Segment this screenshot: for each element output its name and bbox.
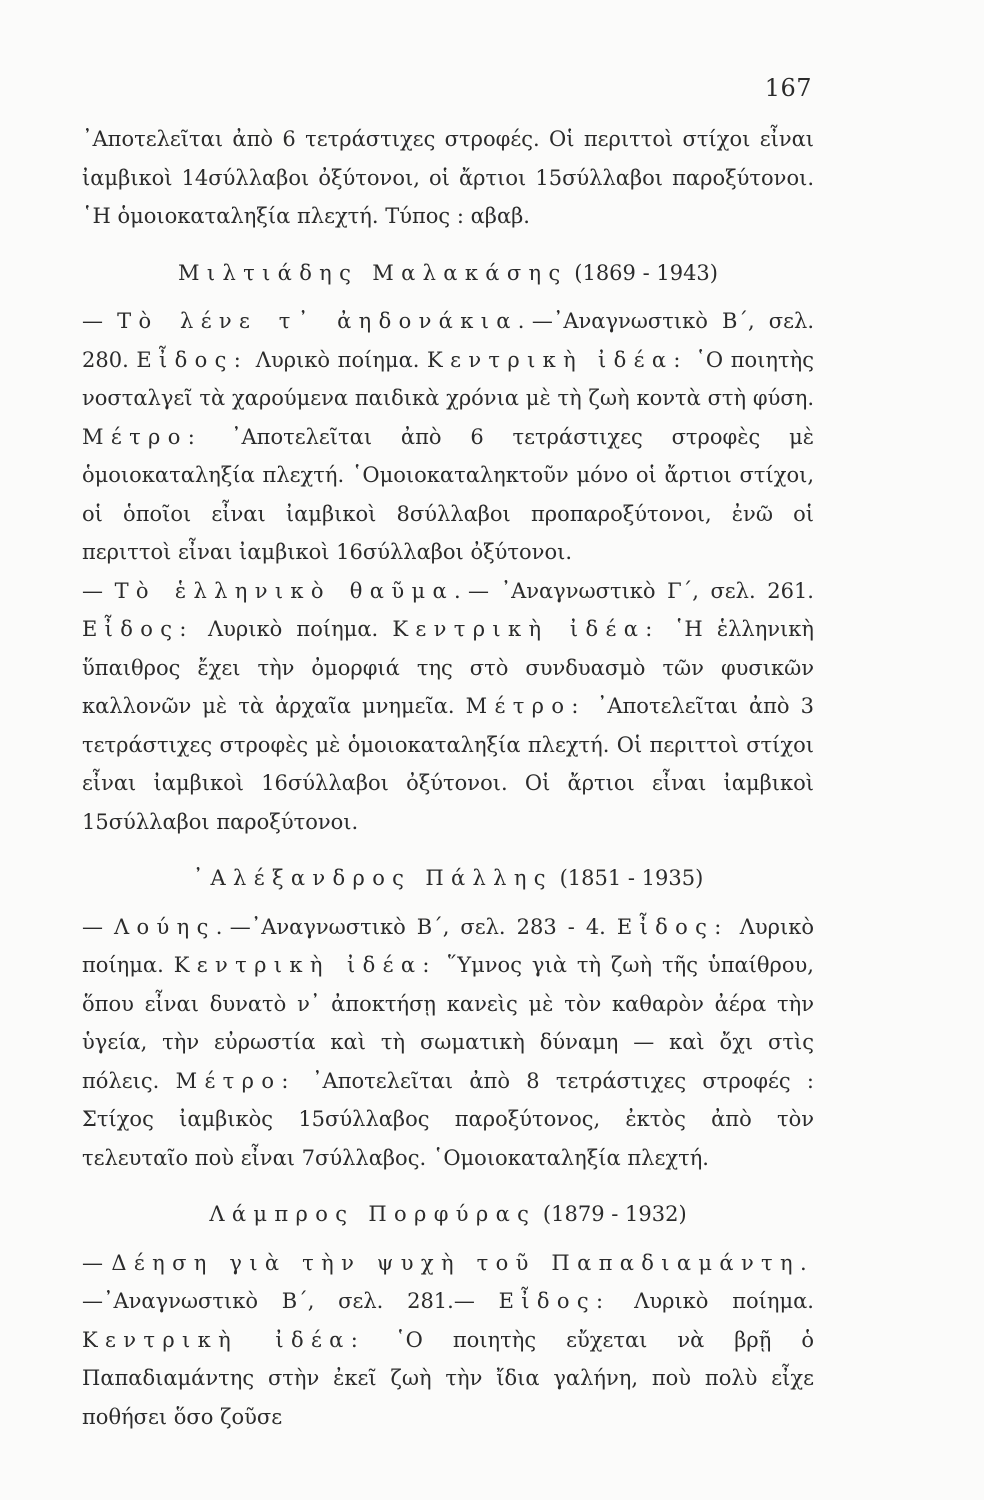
genre-label: Εἶδος: [82,617,194,641]
genre-label: Εἶδος: [136,347,249,372]
idea-text: ῞Υμνος γιὰ τὴ ζωὴ τῆς ὑπαίθρου, ὅπου εἶναι δυνατὸ ν᾿ ἀποκτήσῃ κανεὶς μὲ τὸν καθαρὸν ἀέρα τὴν ὑγεία, τὴν εὐρωστία καὶ τὴ σωματικὴ δύναμη — καὶ ὄχι στὶς πόλεις. [82,953,814,1093]
page-number: 167 [764,74,812,102]
author-years: (1869 - 1943) [574,260,718,285]
author-heading [82,859,814,898]
author-name: Λάμπρος Πορφύρας [209,1202,537,1226]
meter-text: ᾿Αποτελεῖται ἀπὸ 8 τετράστιχες στροφές : Στίχος ἰαμβικὸς 15σύλλαβος παροξύτονος, ἐκτὸς ἀπὸ τὸν τελευταῖο ποὺ εἶναι 7σύλλαβος. ῾Ομοιοκαταληξία πλεχτή. [82,1068,814,1170]
author-heading [82,1195,814,1234]
entry-dash: — [82,914,103,939]
entry-dash: — [82,309,103,333]
meter-text: ᾿Αποτελεῖται ἀπὸ 3 τετράστιχες στροφὲς μὲ ὁμοιοκαταληξία πλεχτή. Οἱ περιττοὶ στίχοι εἶναι ἰαμβικοὶ 16σύλλαβοι ὀξύτονοι. Οἱ ἄρτιοι εἶναι ἰαμβικοὶ 15σύλλαβοι παροξύτονοι. [82,694,814,834]
idea-text: ῾Ο ποιητὴς νοσταλγεῖ τὰ χαρούμενα παιδικὰ χρόνια μὲ τὴ ζωὴ κοντὰ στὴ φύση. [82,347,814,410]
page-body [82,120,814,1436]
poem-title: Λούης. [114,914,230,939]
poem-reference: —᾿Αναγνωστικὸ Β΄, σελ. 281.— [82,1289,475,1313]
genre-label: Εἶδος: [616,914,729,939]
poem-entry [82,1244,814,1437]
idea-text: ῾Η ἑλληνικὴ ὕπαιθρος ἔχει τὴν ὀμορφιά της στὸ συνδυασμὸ τῶν φυσικῶν καλλονῶν μὲ τὰ ἀρχαῖα μνημεῖα. [82,617,814,718]
poem-entry [82,302,814,572]
idea-label: Κεντρικὴ ἰδέα: [173,953,437,977]
genre-text: Λυρικὸ ποίημα. [255,347,420,372]
intro-paragraph: ᾿Αποτελεῖται ἀπὸ 6 τετράστιχες στροφές. Οἱ περιττοὶ στίχοι εἶναι ἰαμβικοὶ 14σύλλαβοι ὀξύτονοι, οἱ ἄρτιοι 15σύλλαβοι παροξύτονοι. ῾Η ὁμοιοκαταληξία πλεχτή. Τύπος : αβαβ. [82,127,814,228]
entry-dash: — [82,1250,103,1275]
poem-entry [82,908,814,1178]
meter-label: Μέτρο: [82,424,203,449]
poem-reference: —᾿Αναγνωστικὸ Β΄, σελ. 280. [82,309,814,372]
meter-text: ᾿Αποτελεῖται ἀπὸ 6 τετράστιχες στροφὲς μὲ ὁμοιοκαταληξία πλεχτή. ῾Ομοιοκαταληκτοῦν μόνο οἱ ἄρτιοι στίχοι, οἱ ὁποῖοι εἶναι ἰαμβικοὶ 8σύλλαβοι προπαροξύτονοι, ἐνῶ οἱ περιττοὶ εἶναι ἰαμβικοὶ 16σύλλαβοι ὀξύτονοι. [82,424,814,564]
author-heading [82,254,814,293]
poem-title: Δέηση γιὰ τὴν ψυχὴ τοῦ Παπαδιαμάντη. [111,1250,814,1275]
entry-dash: — [82,578,103,603]
idea-label: Κεντρικὴ ἰδέα: [392,617,660,641]
idea-label: Κεντρικὴ ἰδέα: [427,347,688,372]
author-name: ᾿Αλέξανδρος Πάλλης [192,866,553,890]
idea-label: Κεντρικὴ ἰδέα: [82,1327,366,1352]
meter-label: Μέτρο: [465,694,586,718]
genre-text: Λυρικὸ ποίημα. [634,1289,814,1313]
author-years: (1851 - 1935) [559,866,704,890]
poem-reference: —᾿Αναγνωστικὸ Β΄, σελ. 283 - 4. [229,914,606,939]
genre-text: Λυρικὸ ποίημα. [207,617,379,641]
genre-text: Λυρικὸ ποίημα. [82,914,814,977]
poem-reference: — ᾿Αναγνωστικὸ Γ΄, σελ. 261. [468,578,814,603]
author-name: Μιλτιάδης Μαλακάσης [178,260,568,285]
idea-text: ῾Ο ποιητὴς εὔχεται νὰ βρῇ ὁ Παπαδιαμάντης στὴν ἐκεῖ ζωὴ τὴν ἴδια γαλήνη, ποὺ πολὺ εἶχε ποθήσει ὅσο ζοῦσε [82,1327,814,1429]
poem-entry [82,572,814,842]
author-years: (1879 - 1932) [542,1202,687,1226]
poem-title: Τὸ λένε τ᾿ ἀηδονάκια. [117,309,532,333]
poem-title: Τὸ ἑλληνικὸ θαῦμα. [114,578,468,603]
genre-label: Εἶδος: [498,1289,611,1313]
meter-label: Μέτρο: [175,1068,296,1093]
